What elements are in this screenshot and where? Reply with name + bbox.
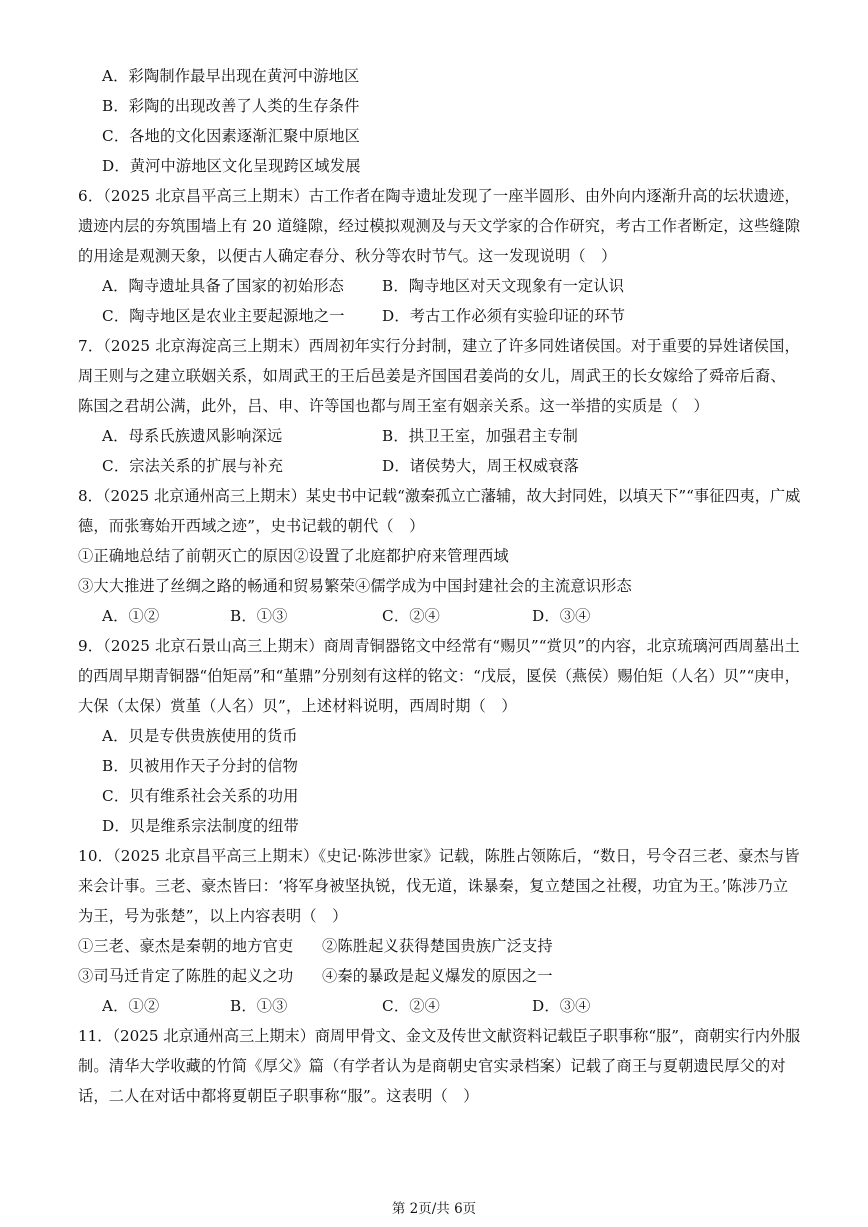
q7-option-c: C．宗法关系的扩展与补充 [102,457,284,475]
q10-stem-line-1: 10．（2025 北京昌平高三上期末）《史记·陈涉世家》记载，陈胜占领陈后，“数日，号令召三老、豪杰与皆 [78,847,800,865]
q7-option-d: D．诸侯势大，周王权威衰落 [382,457,580,475]
q5-option-b: B．彩陶的出现改善了人类的生存条件 [102,97,360,115]
q8-statement-line-2: ③大大推进了丝绸之路的畅通和贸易繁荣④儒学成为中国封建社会的主流意识形态 [78,577,632,595]
q6-stem-line-3: 的用途是观测天象，以便古人确定春分、秋分等农时节气。这一发现说明（ ） [78,247,617,265]
q9-stem-line-1: 9．（2025 北京石景山高三上期末）商周青铜器铭文中经常有“赐贝”“赏贝”的内容，北京琉璃河西周墓出土 [78,637,800,655]
q10-option-d: D．③④ [532,997,591,1015]
q11-stem-line-1: 11．（2025 北京通州高三上期末）商周甲骨文、金文及传世文献资料记载臣子职事称“服”，商朝实行内外服 [78,1027,801,1045]
q8-option-a: A．①② [102,607,160,625]
q9-stem-line-2: 的西周早期青铜器“伯矩鬲”和“堇鼎”分别刻有这样的铭文：“戊辰，匽侯（燕侯）赐伯矩（人名）贝”“庚申， [78,667,800,685]
q10-option-b: B．①③ [230,997,288,1015]
q10-statement-3: ③司马迁肯定了陈胜的起义之功 [78,967,294,985]
q7-option-b: B．拱卫王室，加强君主专制 [382,427,579,445]
q5-option-a: A．彩陶制作最早出现在黄河中游地区 [102,67,360,85]
q6-stem-line-1: 6．（2025 北京昌平高三上期末）古工作者在陶寺遗址发现了一座半圆形、由外向内逐渐升高的坛状遗迹， [78,187,800,205]
q5-option-d: D．黄河中游地区文化呈现跨区域发展 [102,157,361,175]
page-number: 第 2页/共 6页 [391,1201,477,1217]
q10-statement-4: ④秦的暴政是起义爆发的原因之一 [322,967,553,985]
q6-option-c: C．陶寺地区是农业主要起源地之一 [102,307,345,325]
q7-stem-line-1: 7．（2025 北京海淀高三上期末）西周初年实行分封制，建立了许多同姓诸侯国。对于重要的异姓诸侯国， [78,337,800,355]
q6-option-a: A．陶寺遗址具备了国家的初始形态 [102,277,344,295]
q7-stem-line-2: 周王则与之建立联姻关系，如周武王的王后邑姜是齐国国君姜尚的女儿，周武王的长女嫁给了舜帝后裔、 [78,367,786,385]
q6-option-d: D．考古工作必须有实验印证的环节 [382,307,626,325]
q7-option-a: A．母系氏族遗风影响深远 [102,427,283,445]
q10-option-c: C．②④ [382,997,440,1015]
q8-statement-line-1: ①正确地总结了前朝灭亡的原因②设置了北庭都护府来管理西域 [78,547,509,565]
q9-option-a: A．贝是专供贵族使用的货币 [102,727,298,745]
q8-option-d: D．③④ [532,607,591,625]
q5-option-c: C．各地的文化因素逐渐汇聚中原地区 [102,127,361,145]
q10-option-a: A．①② [102,997,160,1015]
q10-stem-line-2: 来会计事。三老、豪杰皆曰：‘将军身被坚执锐，伐无道，诛暴秦，复立楚国之社稷，功宜为王。’陈涉乃立 [78,877,789,895]
q6-stem-line-2: 遗迹内层的夯筑围墙上有 20 道缝隙，经过模拟观测及与天文学家的合作研究，考古工作者断定，这些缝隙 [78,217,801,235]
q10-stem-line-3: 为王，号为张楚”，以上内容表明（ ） [78,907,348,925]
q7-stem-line-3: 陈国之君胡公满，此外，吕、申、许等国也都与周王室有姻亲关系。这一举措的实质是（ ） [78,397,709,415]
q11-stem-line-2: 制。清华大学收藏的竹简《厚父》篇（有学者认为是商朝史官实录档案）记载了商王与夏朝遗民厚父的对 [78,1057,786,1075]
q8-option-c: C．②④ [382,607,440,625]
q9-stem-line-3: 大保（太保）赏堇（人名）贝”，上述材料说明，西周时期（ ） [78,697,517,715]
q9-option-d: D．贝是维系宗法制度的纽带 [102,817,300,835]
q9-option-b: B．贝被用作天子分封的信物 [102,757,299,775]
q6-option-b: B．陶寺地区对天文现象有一定认识 [382,277,625,295]
q9-option-c: C．贝有维系社会关系的功用 [102,787,299,805]
q10-statement-2: ②陈胜起义获得楚国贵族广泛支持 [322,937,553,955]
q8-stem-line-1: 8．（2025 北京通州高三上期末）某史书中记载“激秦孤立亡藩辅，故大封同姓，以填天下”“事征四夷，广威 [78,487,801,505]
q11-stem-line-3: 话，二人在对话中都将夏朝臣子职事称“服”。这表明（ ） [78,1087,479,1105]
q8-stem-line-2: 德，而张骞始开西域之迹”，史书记载的朝代（ ） [78,517,425,535]
q10-statement-1: ①三老、豪杰是秦朝的地方官吏 [78,937,294,955]
q8-option-b: B．①③ [230,607,288,625]
